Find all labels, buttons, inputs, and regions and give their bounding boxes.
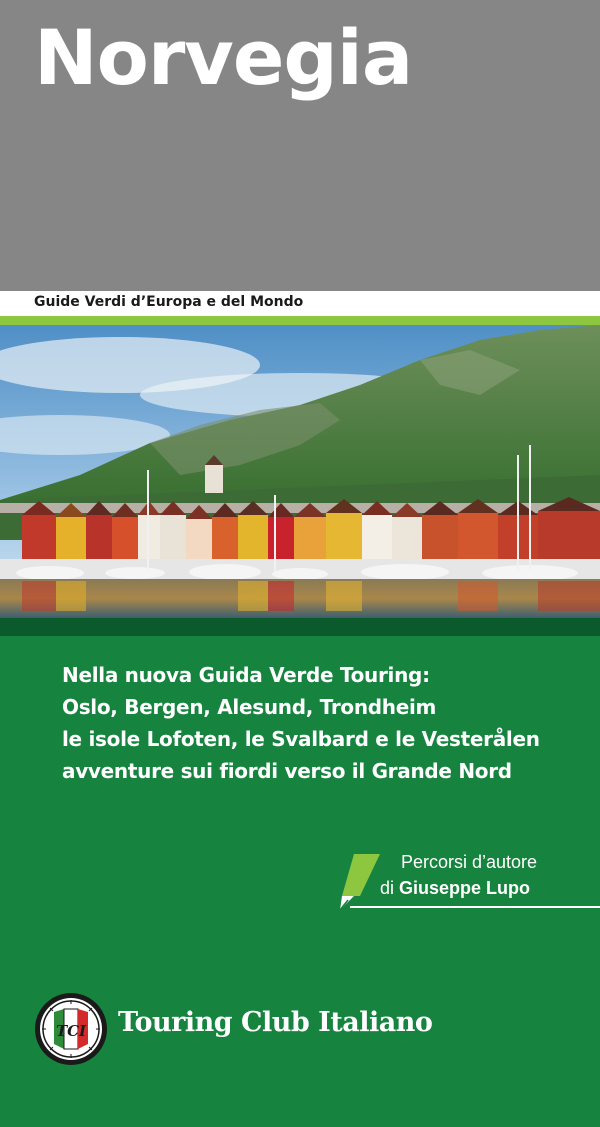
book-title: Norvegia [34,13,413,102]
tci-emblem-logo [34,992,108,1066]
author-name: Giuseppe Lupo [399,878,531,898]
tagline-line: avventure sui fiordi verso il Grande Nord [62,759,512,783]
series-name: Guide Verdi d’Europa e del Mondo [34,294,304,310]
tagline-line: Nella nuova Guida Verde Touring: [62,663,430,687]
cover-bottom-panel [0,636,600,1127]
divider-band [0,618,600,636]
author-rule [350,906,600,908]
author-prefix: Percorsi d’autore [401,852,538,872]
author-block [334,850,600,912]
series-bar [0,291,600,316]
tagline-line: le isole Lofoten, le Svalbard e le Vesterålen [62,727,540,751]
tagline [62,659,540,787]
fountain-pen-nib-icon [334,852,382,912]
publisher-name: Touring Club Italiano [118,1007,433,1038]
cover-photo [0,325,600,618]
logo-letters: TCI [55,1022,87,1040]
accent-stripe [0,316,600,325]
author-by: di [380,878,395,898]
author-line [380,878,530,899]
tagline-line: Oslo, Bergen, Alesund, Trondheim [62,695,437,719]
title-panel [0,0,600,291]
